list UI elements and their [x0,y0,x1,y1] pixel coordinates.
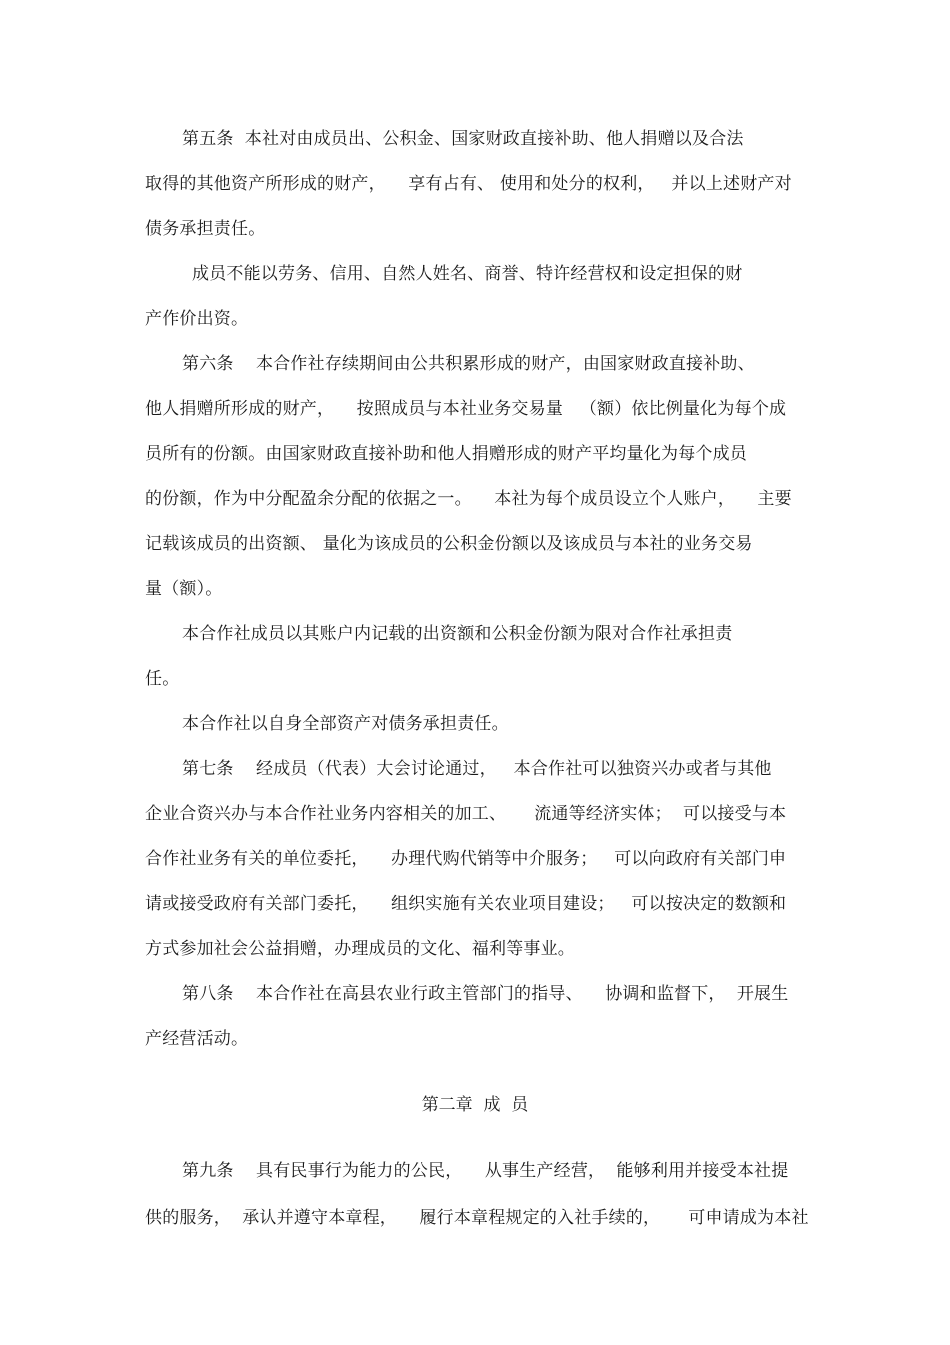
text-line: 第五条 本社对由成员出、公积金、国家财政直接补助、他人捐赠以及合法 [182,129,744,149]
text-line: 产作价出资。 [145,309,249,329]
text-line: 第九条 具有民事行为能力的公民， 从事生产经营， 能够利用并接受本社提 [182,1161,789,1181]
text-line: 合作社业务有关的单位委托， 办理代购代销等中介服务； 可以向政府有关部门申 [145,849,787,869]
text-line: 第八条 本合作社在高县农业行政主管部门的指导、 协调和监督下， 开展生 [182,984,789,1004]
text-line: 本合作社以自身全部资产对债务承担责任。 [182,714,509,734]
text-line: 成员不能以劳务、信用、自然人姓名、商誉、特许经营权和设定担保的财 [192,264,743,284]
text-line: 产经营活动。 [145,1029,249,1049]
text-line: 员所有的份额。由国家财政直接补助和他人捐赠形成的财产平均量化为每个成员 [145,444,747,464]
text-line: 取得的其他资产所形成的财产， 享有占有、 使用和处分的权利， 并以上述财产对 [145,174,792,194]
text-line: 第七条 经成员（代表）大会讨论通过， 本合作社可以独资兴办或者与其他 [182,759,772,779]
text-line: 请或接受政府有关部门委托， 组织实施有关农业项目建设； 可以按决定的数额和 [145,894,787,914]
text-line: 第六条 本合作社存续期间由公共积累形成的财产，由国家财政直接补助、 [182,354,755,374]
chapter-heading: 第二章 成 员 [421,1095,529,1115]
text-line: 的份额，作为中分配盈余分配的依据之一。 本社为每个成员设立个人账户， 主要 [145,489,792,509]
text-line: 供的服务， 承认并遵守本章程， 履行本章程规定的入社手续的， 可申请成为本社 [145,1208,809,1228]
text-line: 债务承担责任。 [145,219,266,239]
text-line: 企业合资兴办与本合作社业务内容相关的加工、 流通等经济实体； 可以接受与本 [145,804,787,824]
text-line: 本合作社成员以其账户内记载的出资额和公积金份额为限对合作社承担责 [182,624,733,644]
text-line: 记载该成员的出资额、 量化为该成员的公积金份额以及该成员与本社的业务交易 [145,534,753,554]
text-line: 任。 [145,669,180,689]
text-line: 量（额）。 [145,579,223,599]
text-line: 他人捐赠所形成的财产， 按照成员与本社业务交易量 （额）依比例量化为每个成 [145,399,787,419]
text-line: 方式参加社会公益捐赠，办理成员的文化、福利等事业。 [145,939,575,959]
